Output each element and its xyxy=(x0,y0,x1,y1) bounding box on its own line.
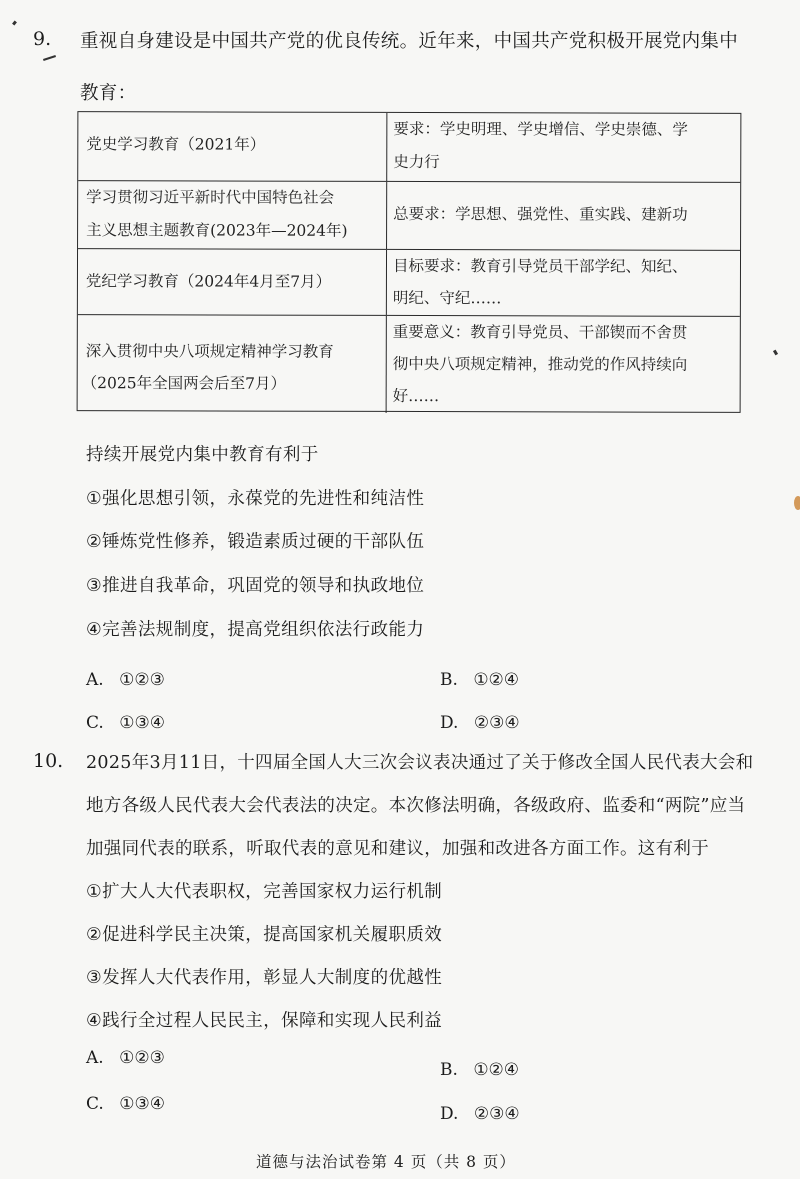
question-10-stem-line-2: 地方各级人民代表大会代表法的决定。本次修法明确，各级政府、监委和“两院”应当 xyxy=(86,796,746,816)
table-row xyxy=(78,248,740,316)
party-education-table xyxy=(77,111,742,413)
question-9-option-d[interactable] xyxy=(440,713,520,733)
option-letter: A. xyxy=(86,1048,104,1068)
option-letter: B. xyxy=(440,670,458,690)
question-10-statement-4: ④践行全过程人民民主，保障和实现人民利益 xyxy=(86,1011,443,1031)
option-value: ①②③ xyxy=(119,1048,165,1068)
table-cell-name xyxy=(78,181,387,249)
cell-text: 总要求：学思想、强党性、重实践、建新功 xyxy=(393,204,688,224)
question-9-option-b[interactable] xyxy=(440,670,519,690)
table-row xyxy=(78,314,740,414)
pen-mark-tick xyxy=(43,55,56,61)
question-10-option-c[interactable] xyxy=(86,1094,165,1114)
question-10-option-d[interactable] xyxy=(440,1104,520,1124)
cell-text: 好…… xyxy=(392,386,440,406)
table-cell-requirement xyxy=(387,182,740,250)
option-value: ①③④ xyxy=(119,713,165,733)
option-letter: D. xyxy=(440,713,459,733)
cell-text: 史力行 xyxy=(393,152,440,172)
cell-text: 彻中央八项规定精神，推动党的作风持续向 xyxy=(392,354,688,374)
table-cell-name xyxy=(78,112,387,181)
cell-text: 深入贯彻中央八项规定精神学习教育 xyxy=(85,342,334,361)
cell-text: 党纪学习教育（2024年4月至7月） xyxy=(85,272,332,291)
pen-mark-dot xyxy=(12,21,17,26)
cell-text: 重要意义：教育引导党员、干部锲而不舍贯 xyxy=(392,322,688,342)
question-9-prompt: 持续开展党内集中教育有利于 xyxy=(86,445,319,465)
question-10-stem-line-1: 2025年3月11日，十四届全国人大三次会议表决通过了关于修改全国人民代表大会和 xyxy=(86,753,754,773)
question-9-option-a[interactable] xyxy=(86,670,165,690)
stain-mark xyxy=(794,496,800,510)
cell-text: 目标要求：教育引导党员干部学纪、知纪、 xyxy=(392,256,688,276)
option-value: ①②③ xyxy=(119,670,165,690)
table-cell-name xyxy=(78,249,387,315)
question-10-stem-line-3: 加强同代表的联系，听取代表的意见和建议，加强和改进各方面工作。这有利于 xyxy=(86,839,709,859)
question-10-option-a[interactable] xyxy=(86,1048,165,1068)
option-letter: A. xyxy=(86,670,104,690)
cell-text: 党史学习教育（2021年） xyxy=(86,135,266,154)
pen-mark-dot xyxy=(773,350,778,356)
question-10-statement-1: ①扩大人大代表职权，完善国家权力运行机制 xyxy=(86,882,443,902)
page-footer: 道德与法治试卷第 4 页（共 8 页） xyxy=(256,1153,516,1171)
table-cell-requirement xyxy=(387,113,740,182)
cell-text: 明纪、守纪…… xyxy=(392,288,502,308)
table-cell-name xyxy=(78,315,387,413)
cell-text: 要求：学史明理、学史增信、学史崇德、学 xyxy=(393,119,688,139)
question-9-statement-3: ③推进自我革命，巩固党的领导和执政地位 xyxy=(86,576,425,596)
option-value: ②③④ xyxy=(473,713,520,733)
question-10-statement-3: ③发挥人大代表作用，彰显人大制度的优越性 xyxy=(86,968,443,988)
question-9-statement-2: ②锤炼党性修养，锻造素质过硬的干部队伍 xyxy=(86,532,425,552)
question-9-number: 9. xyxy=(33,28,52,50)
option-value: ①②④ xyxy=(473,670,520,690)
question-10-number: 10. xyxy=(33,750,64,772)
question-9-statement-1: ①强化思想引领，永葆党的先进性和纯洁性 xyxy=(86,489,425,509)
question-9-stem-line-1: 重视自身建设是中国共产党的优良传统。近年来，中国共产党积极开展党内集中 xyxy=(80,31,739,52)
option-value: ①③④ xyxy=(119,1094,165,1114)
option-value: ①②④ xyxy=(473,1060,520,1080)
question-9-stem-line-2: 教育： xyxy=(80,83,137,104)
question-10-option-b[interactable] xyxy=(440,1060,519,1080)
cell-text: 学习贯彻习近平新时代中国特色社会 xyxy=(86,188,335,207)
table-row xyxy=(78,180,740,250)
option-value: ②③④ xyxy=(473,1104,520,1124)
option-letter: C. xyxy=(86,713,104,733)
question-10-statement-2: ②促进科学民主决策，提高国家机关履职质效 xyxy=(86,925,443,945)
option-letter: C. xyxy=(86,1094,104,1114)
cell-text: （2025年全国两会后至7月） xyxy=(81,374,287,393)
table-cell-requirement xyxy=(387,250,740,316)
option-letter: D. xyxy=(440,1104,459,1124)
cell-text: 主义思想主题教育(2023年—2024年) xyxy=(86,221,348,240)
option-letter: B. xyxy=(440,1060,458,1080)
table-cell-requirement xyxy=(387,316,740,414)
question-9-statement-4: ④完善法规制度，提高党组织依法行政能力 xyxy=(86,620,425,640)
question-9-option-c[interactable] xyxy=(86,713,165,733)
table-row xyxy=(78,112,740,182)
